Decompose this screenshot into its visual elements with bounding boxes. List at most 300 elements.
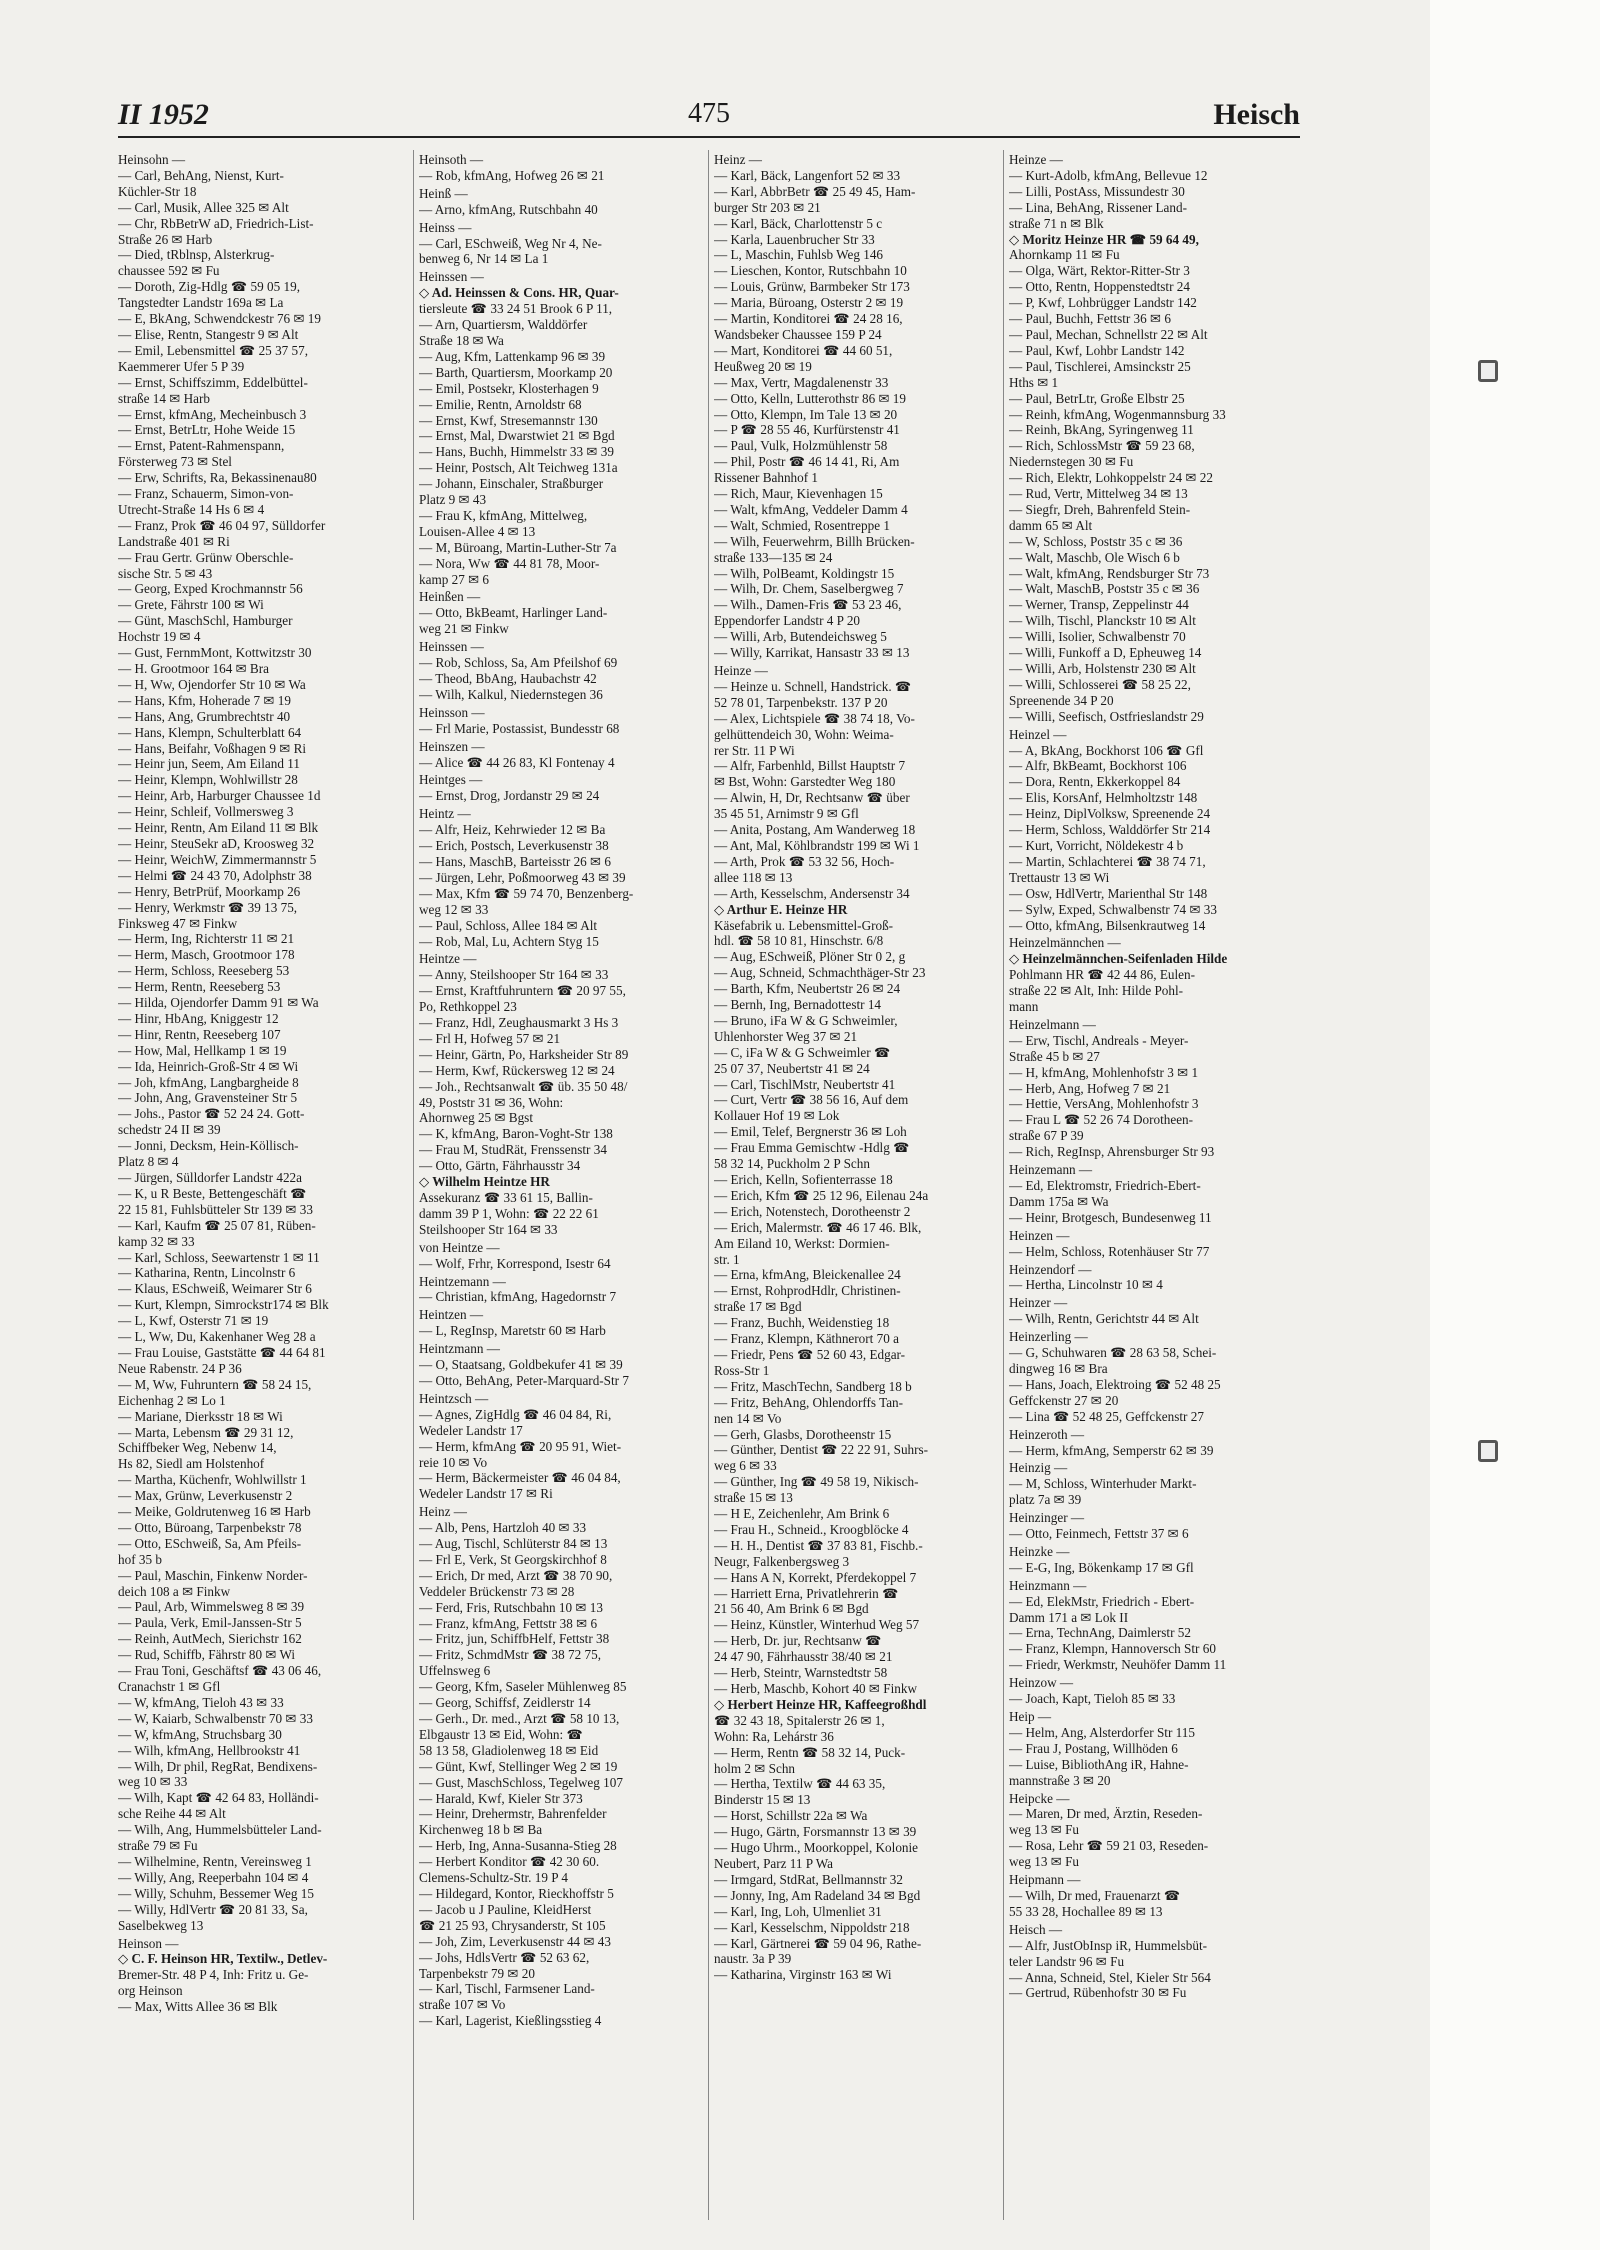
directory-entry: — Willi, Schlosserei ☎ 58 25 22,: [1009, 676, 1191, 692]
directory-entry: chaussee 592 ✉ Fu: [118, 263, 220, 279]
directory-entry: weg 10 ✉ 33: [118, 1774, 188, 1790]
directory-entry: Straße 18 ✉ Wa: [419, 332, 504, 348]
directory-entry: — Günther, Ing ☎ 49 58 19, Nikisch-: [714, 1474, 919, 1490]
directory-entry: Heinzel —: [1009, 726, 1067, 742]
directory-entry: — Irmgard, StdRat, Bellmannstr 32: [714, 1871, 903, 1887]
directory-entry: 24 47 90, Fährhausstr 38/40 ✉ 21: [714, 1649, 893, 1665]
directory-entry: weg 6 ✉ 33: [714, 1458, 777, 1474]
directory-entry: — H, Ww, Ojendorfer Str 10 ✉ Wa: [118, 676, 306, 692]
directory-entry: kamp 27 ✉ 6: [419, 571, 490, 587]
directory-entry: — Heinr, SteuSekr aD, Kroosweg 32: [118, 835, 315, 851]
directory-entry: — Died, tRblnsp, Alsterkrug-: [118, 247, 275, 263]
directory-entry: — Gerh., Dr. med., Arzt ☎ 58 10 13,: [419, 1711, 620, 1726]
directory-entry: Käsefabrik u. Lebensmittel-Groß-: [714, 917, 894, 933]
directory-entry: Landstraße 401 ✉ Ri: [118, 533, 230, 549]
directory-entry: — Carl, BehAng, Nienst, Kurt-: [118, 167, 284, 183]
directory-entry: — H, kfmAng, Mohlenhofstr 3 ✉ 1: [1009, 1064, 1199, 1080]
directory-entry: — Klaus, ESchweiß, Weimarer Str 6: [118, 1281, 312, 1297]
directory-entry: — Franz, Klempn, Hannoversch Str 60: [1009, 1641, 1216, 1657]
directory-entry: von Heintze —: [419, 1239, 500, 1255]
directory-entry: — Jürgen, Lehr, Poßmoorweg 43 ✉ 39: [419, 869, 626, 885]
directory-entry: — Herm, Schloss, Walddörfer Str 214: [1009, 822, 1211, 838]
directory-entry: Heinzmann —: [1009, 1577, 1087, 1593]
directory-entry: — Frau K, kfmAng, Mittelweg,: [419, 507, 588, 523]
directory-entry: — Alfr, JustObInsp iR, Hummelsbüt-: [1009, 1937, 1208, 1953]
directory-entry: — O, Staatsang, Goldbekufer 41 ✉ 39: [419, 1357, 623, 1373]
directory-entry: — Karl, Tischl, Farmsener Land-: [419, 1981, 595, 1997]
page-number: 475: [688, 98, 730, 129]
directory-entry: Geffckenstr 27 ✉ 20: [1009, 1392, 1119, 1408]
directory-entry: — Willy, Ang, Reeperbahn 104 ✉ 4: [118, 1869, 309, 1885]
directory-entry: Heinzelmann —: [1009, 1016, 1096, 1032]
directory-entry: — Wilh, Dr med, Frauenarzt ☎: [1009, 1887, 1181, 1903]
directory-entry: straße 133—135 ✉ 24: [714, 549, 833, 565]
directory-entry: — Henry, BetrPrüf, Moorkamp 26: [118, 883, 301, 899]
directory-entry: — Fritz, BehAng, Ohlendorffs Tan-: [714, 1394, 904, 1410]
directory-entry: straße 14 ✉ Harb: [118, 390, 210, 406]
directory-entry: — Franz, Schauerm, Simon-von-: [118, 486, 294, 502]
directory-entry: Heinß —: [419, 185, 468, 201]
directory-entry: Assekuranz ☎ 33 61 15, Ballin-: [419, 1190, 593, 1205]
directory-entry: Bremer-Str. 48 P 4, Inh: Fritz u. Ge-: [118, 1967, 309, 1983]
directory-entry: — Frau H., Schneid., Kroogblöcke 4: [714, 1521, 909, 1537]
directory-entry: — Willy, HdlVertr ☎ 20 81 33, Sa,: [118, 1901, 308, 1917]
directory-entry: naustr. 3a P 39: [714, 1951, 792, 1967]
directory-entry: — Grete, Fährstr 100 ✉ Wi: [118, 597, 264, 613]
directory-entry: — Rich, Maur, Kievenhagen 15: [714, 486, 883, 502]
directory-entry: ☎ 32 43 18, Spitalerstr 26 ✉ 1,: [714, 1712, 885, 1728]
directory-entry: Heinzerling —: [1009, 1329, 1088, 1345]
directory-entry: benweg 6, Nr 14 ✉ La 1: [419, 251, 549, 267]
directory-entry: — Georg, Schiffsf, Zeidlerstr 14: [419, 1695, 591, 1711]
directory-entry: — Lina, BehAng, Rissener Land-: [1009, 199, 1187, 215]
directory-entry: deich 108 a ✉ Finkw: [118, 1583, 231, 1599]
directory-entry: — Paul, Mechan, Schnellstr 22 ✉ Alt: [1009, 326, 1208, 342]
directory-entry: — Rob, kfmAng, Hofweg 26 ✉ 21: [419, 167, 605, 183]
directory-entry: — Erich, Dr med, Arzt ☎ 38 70 90,: [419, 1567, 613, 1583]
directory-entry: — Gust, FernmMont, Kottwitzstr 30: [118, 645, 312, 661]
directory-entry: — Wilh, PolBeamt, Koldingstr 15: [714, 565, 895, 581]
directory-entry: — Harald, Kwf, Kieler Str 373: [419, 1790, 583, 1806]
directory-entry: Heinzendorf —: [1009, 1261, 1092, 1277]
directory-entry: Heinszen —: [419, 738, 485, 754]
directory-entry: ◇ Wilhelm Heintze HR: [419, 1174, 550, 1190]
directory-entry: — Emilie, Rentn, Arnoldstr 68: [419, 396, 582, 412]
directory-entry: — Günt, MaschSchl, Hamburger: [118, 613, 293, 629]
directory-entry: — Willi, Seefisch, Ostfrieslandstr 29: [1009, 708, 1204, 724]
directory-entry: — Franz, kfmAng, Fettstr 38 ✉ 6: [419, 1615, 598, 1631]
directory-entry: — Christian, kfmAng, Hagedornstr 7: [419, 1289, 617, 1305]
directory-entry: Uffelnsweg 6: [419, 1663, 491, 1679]
directory-entry: — Erna, TechnAng, Daimlerstr 52: [1009, 1625, 1191, 1641]
directory-entry: Tarpenbekstr 79 ✉ 20: [419, 1965, 535, 1981]
directory-entry: — Ernst, Mal, Dwarstwiet 21 ✉ Bgd: [419, 428, 615, 444]
directory-entry: — Carl, Musik, Allee 325 ✉ Alt: [118, 199, 289, 215]
directory-entry: — Walt, kfmAng, Rendsburger Str 73: [1009, 565, 1210, 581]
directory-entry: — Erw, Tischl, Andreals - Meyer-: [1009, 1032, 1189, 1048]
directory-entry: — Hugo, Gärtn, Forsmannstr 13 ✉ 39: [714, 1824, 917, 1840]
directory-entry: — Emil, Telef, Bergnerstr 36 ✉ Loh: [714, 1124, 907, 1140]
directory-entry: — Frl H, Hofweg 57 ✉ 21: [419, 1030, 561, 1046]
directory-entry: 21 56 40, Am Brink 6 ✉ Bgd: [714, 1601, 869, 1617]
directory-entry: — Theod, BbAng, Haubachstr 42: [419, 671, 597, 686]
directory-entry: — Helm, Schloss, Rotenhäuser Str 77: [1009, 1243, 1210, 1259]
directory-entry: — Otto, Klempn, Im Tale 13 ✉ 20: [714, 406, 898, 422]
directory-entry: — W, Schloss, Poststr 35 c ✉ 36: [1009, 533, 1183, 549]
directory-entry: — Hans, MaschB, Barteisstr 26 ✉ 6: [419, 853, 611, 869]
directory-entry: — Ernst, Kraftfuhruntern ☎ 20 97 55,: [419, 983, 626, 999]
directory-entry: — Franz, Hdl, Zeughausmarkt 3 Hs 3: [419, 1015, 619, 1031]
directory-entry: — Henry, Werkmstr ☎ 39 13 75,: [118, 899, 298, 915]
directory-entry: straße 17 ✉ Bgd: [714, 1299, 802, 1315]
directory-entry: — Paul, Vulk, Holzmühlenstr 58: [714, 438, 888, 454]
directory-entry: — Herm, kfmAng ☎ 20 95 91, Wiet-: [419, 1438, 622, 1454]
directory-entry: — Karl, Schloss, Seewartenstr 1 ✉ 11: [118, 1249, 320, 1265]
directory-entry: Ross-Str 1: [714, 1362, 770, 1378]
directory-entry: — Alwin, H, Dr, Rechtsanw ☎ über: [714, 790, 910, 806]
directory-entry: — Otto, BehAng, Peter-Marquard-Str 7: [419, 1372, 629, 1388]
directory-entry: Heinzig —: [1009, 1460, 1068, 1476]
directory-entry: weg 13 ✉ Fu: [1009, 1822, 1080, 1838]
directory-entry: 58 32 14, Puckholm 2 P Schn: [714, 1156, 870, 1172]
directory-entry: — Reinh, BkAng, Syringenweg 11: [1009, 422, 1194, 438]
directory-entry: — Herb, Steintr, Warnstedtstr 58: [714, 1665, 888, 1681]
directory-entry: — Arn, Quartiersm, Walddörfer: [419, 317, 588, 333]
directory-entry: — L, Maschin, Fuhlsb Weg 146: [714, 247, 884, 263]
directory-entry: — Herm, Schloss, Reeseberg 53: [118, 963, 290, 979]
directory-entry: Neugr, Falkenbergsweg 3: [714, 1553, 850, 1569]
directory-entry: holm 2 ✉ Schn: [714, 1760, 796, 1776]
directory-entry: — E-G, Ing, Bökenkamp 17 ✉ Gfl: [1009, 1559, 1194, 1575]
directory-entry: — Fritz, jun, SchiffbHelf, Fettstr 38: [419, 1631, 610, 1647]
directory-entry: 22 15 81, Fuhlsbütteler Str 139 ✉ 33: [118, 1201, 313, 1217]
directory-entry: str. 1: [714, 1251, 740, 1267]
directory-entry: — Rud, Schiffb, Fährstr 80 ✉ Wi: [118, 1647, 296, 1663]
directory-entry: — Arth, Prok ☎ 53 32 56, Hoch-: [714, 853, 895, 869]
directory-entry: — Gertrud, Rübenhofstr 30 ✉ Fu: [1009, 1985, 1187, 2001]
directory-entry: — H. H., Dentist ☎ 37 83 81, Fischb.-: [714, 1537, 923, 1553]
directory-entry: — Martin, Schlachterei ☎ 38 74 71,: [1009, 853, 1206, 869]
directory-entry: Am Eiland 10, Werkst: Dormien-: [714, 1235, 890, 1251]
directory-entry: Eppendorfer Landstr 4 P 20: [714, 613, 861, 629]
directory-entry: — Bernh, Ing, Bernadottestr 14: [714, 997, 882, 1013]
directory-entry: Heintze —: [419, 951, 477, 967]
directory-entry: Veddeler Brückenstr 73 ✉ 28: [419, 1583, 575, 1599]
directory-entry: — Wilh, Ang, Hummelsbütteler Land-: [118, 1822, 322, 1838]
directory-entry: Uhlenhorster Weg 37 ✉ 21: [714, 1028, 858, 1044]
directory-entry: Heinsohn —: [118, 152, 186, 167]
directory-entry: Hochstr 19 ✉ 4: [118, 629, 201, 645]
directory-entry: — Willi, Arb, Butendeichsweg 5: [714, 629, 887, 645]
directory-entry: — Ernst, BetrLtr, Hohe Weide 15: [118, 422, 296, 438]
directory-entry: — Karl, AbbrBetr ☎ 25 49 45, Ham-: [714, 183, 916, 199]
directory-entry: sische Str. 5 ✉ 43: [118, 565, 213, 581]
directory-entry: — P ☎ 28 55 46, Kurfürstenstr 41: [714, 422, 900, 438]
directory-entry: — Fritz, SchmdMstr ☎ 38 72 75,: [419, 1647, 602, 1663]
directory-entry: weg 13 ✉ Fu: [1009, 1854, 1080, 1870]
directory-entry: — Franz, Prok ☎ 46 04 97, Sülldorfer: [118, 517, 326, 533]
directory-entry: Steilshooper Str 164 ✉ 33: [419, 1221, 558, 1237]
directory-entry: ✉ Bst, Wohn: Garstedter Weg 180: [714, 774, 896, 790]
directory-entry: — Siegfr, Dreh, Bahrenfeld Stein-: [1009, 501, 1191, 517]
directory-entry: — Paul, Maschin, Finkenw Norder-: [118, 1567, 308, 1583]
directory-entry: Heinzinger —: [1009, 1510, 1085, 1526]
directory-entry: — M, Büroang, Martin-Luther-Str 7a: [419, 539, 617, 555]
directory-entry: — Erw, Schrifts, Ra, Bekassinenau80: [118, 470, 317, 486]
directory-entry: — Max, Witts Allee 36 ✉ Blk: [118, 1999, 278, 2015]
directory-entry: — Meike, Goldrutenweg 16 ✉ Harb: [118, 1504, 311, 1520]
directory-entry: — Hertha, Lincolnstr 10 ✉ 4: [1009, 1277, 1163, 1293]
directory-entry: — Franz, Buchh, Weidenstieg 18: [714, 1315, 890, 1331]
directory-entry: Wedeler Landstr 17: [419, 1422, 523, 1438]
directory-entry: — Elis, KorsAnf, Helmholtzstr 148: [1009, 790, 1198, 806]
directory-entry: — Johs., Pastor ☎ 52 24 24. Gott-: [118, 1106, 305, 1122]
directory-entry: — H. Grootmoor 164 ✉ Bra: [118, 661, 269, 676]
directory-entry: Pohlmann HR ☎ 42 44 86, Eulen-: [1009, 967, 1196, 983]
directory-columns: [118, 150, 1300, 2220]
directory-entry: — Erna, kfmAng, Bleickenallee 24: [714, 1267, 901, 1283]
directory-entry: — Hettie, VersAng, Mohlenhofstr 3: [1009, 1096, 1199, 1112]
directory-entry: tiersleute ☎ 33 24 51 Brook 6 P 11,: [419, 301, 613, 317]
directory-entry: — Heinz, Künstler, Winterhud Weg 57: [714, 1617, 920, 1633]
directory-entry: Kollauer Hof 19 ✉ Lok: [714, 1108, 840, 1124]
directory-entry: — Jürgen, Sülldorfer Landstr 422a: [118, 1170, 302, 1185]
directory-entry: Damm 175a ✉ Wa: [1009, 1193, 1109, 1209]
directory-entry: — Katharina, Rentn, Lincolnstr 6: [118, 1265, 296, 1281]
directory-entry: — Willi, Funkoff a D, Epheuweg 14: [1009, 645, 1202, 661]
directory-entry: 52 78 01, Tarpenbekstr. 137 P 20: [714, 694, 888, 710]
directory-entry: — M, Ww, Fuhruntern ☎ 58 24 15,: [118, 1376, 312, 1392]
directory-entry: — Wilh, Rentn, Gerichtstr 44 ✉ Alt: [1009, 1311, 1199, 1327]
directory-entry: — Wilh, Kalkul, Niedernstegen 36: [419, 686, 603, 702]
directory-entry: Hs 82, Siedl am Holstenhof: [118, 1456, 265, 1472]
directory-entry: — Wilh, Feuerwehrm, Billh Brücken-: [714, 533, 915, 549]
directory-entry: — Wilh, Tischl, Planckstr 10 ✉ Alt: [1009, 613, 1196, 629]
directory-entry: Louisen-Allee 4 ✉ 13: [419, 523, 536, 539]
directory-entry: — Herb, Ing, Anna-Susanna-Stieg 28: [419, 1838, 617, 1854]
volume-year: II 1952: [118, 98, 209, 131]
directory-entry: Wandsbeker Chaussee 159 P 24: [714, 326, 882, 342]
directory-entry: Heinsson —: [419, 704, 485, 720]
directory-entry: — Anny, Steilshooper Str 164 ✉ 33: [419, 967, 609, 983]
directory-entry: Neue Rabenstr. 24 P 36: [118, 1360, 242, 1376]
directory-entry: Heinze —: [1009, 152, 1063, 167]
directory-entry: — Erich, Malermstr. ☎ 46 17 46. Blk,: [714, 1219, 922, 1235]
directory-entry: — Joach, Kapt, Tieloh 85 ✉ 33: [1009, 1691, 1176, 1707]
directory-entry: — Kurt-Adolb, kfmAng, Bellevue 12: [1009, 167, 1208, 183]
directory-entry: — Otto, Büroang, Tarpenbekstr 78: [118, 1519, 302, 1535]
directory-entry: ◇ Heinzelmännchen-Seifenladen Hilde: [1009, 951, 1228, 967]
directory-entry: Utrecht-Straße 14 Hs 6 ✉ 4: [118, 501, 265, 517]
directory-entry: — Alfr, Heiz, Kehrwieder 12 ✉ Ba: [419, 822, 606, 838]
directory-entry: damm 39 P 1, Wohn: ☎ 22 22 61: [419, 1205, 599, 1221]
directory-entry: — Hilda, Ojendorfer Damm 91 ✉ Wa: [118, 995, 319, 1011]
directory-entry: — Walt, kfmAng, Veddeler Damm 4: [714, 501, 908, 517]
directory-entry: — Herm, Masch, Grootmoor 178: [118, 947, 295, 963]
directory-entry: — Martin, Konditorei ☎ 24 28 16,: [714, 311, 903, 327]
directory-entry: — Wolf, Frhr, Korrespond, Isestr 64: [419, 1255, 611, 1271]
directory-entry: — Hans, Beifahr, Voßhagen 9 ✉ Ri: [118, 740, 307, 756]
directory-entry: — Günther, Dentist ☎ 22 22 91, Suhrs-: [714, 1442, 929, 1458]
directory-entry: — Heinr, Rentn, Am Eiland 11 ✉ Blk: [118, 820, 319, 836]
directory-entry: — Hildegard, Kontor, Rieckhoffstr 5: [419, 1885, 614, 1901]
directory-entry: — Hertha, Textilw ☎ 44 63 35,: [714, 1776, 886, 1792]
directory-entry: — H E, Zeichenlehr, Am Brink 6: [714, 1506, 890, 1522]
directory-entry: — Rud, Vertr, Mittelweg 34 ✉ 13: [1009, 486, 1188, 502]
directory-entry: Eichenhag 2 ✉ Lo 1: [118, 1392, 226, 1408]
directory-entry: — L, Kwf, Osterstr 71 ✉ 19: [118, 1313, 269, 1329]
directory-entry: — Lieschen, Kontor, Rutschbahn 10: [714, 263, 907, 279]
directory-entry: straße 15 ✉ 13: [714, 1490, 793, 1506]
directory-entry: — Otto, Kelln, Lutterothstr 86 ✉ 19: [714, 390, 906, 406]
directory-entry: reie 10 ✉ Vo: [419, 1454, 488, 1470]
directory-entry: — Franz, Klempn, Käthnerort 70 a: [714, 1331, 899, 1347]
directory-entry: — Katharina, Virginstr 163 ✉ Wi: [714, 1967, 892, 1983]
directory-entry: ◇ Moritz Heinze HR ☎ 59 64 49,: [1009, 231, 1199, 247]
directory-entry: — Hans, Ang, Grumbrechtstr 40: [118, 708, 291, 724]
directory-entry: — Otto, BkBeamt, Harlinger Land-: [419, 605, 608, 621]
directory-entry: Küchler-Str 18: [118, 183, 197, 199]
directory-entry: allee 118 ✉ 13: [714, 869, 793, 885]
directory-entry: — Jacob u J Pauline, KleidHerst: [419, 1901, 592, 1917]
directory-entry: Heintzmann —: [419, 1341, 500, 1357]
directory-entry: damm 65 ✉ Alt: [1009, 517, 1093, 533]
directory-entry: — Heinze u. Schnell, Handstrick. ☎: [714, 678, 912, 694]
directory-entry: — Carl, TischlMstr, Neubertstr 41: [714, 1076, 896, 1092]
column-2: [413, 150, 708, 2220]
running-head: Heisch: [1213, 98, 1300, 131]
directory-entry: — Herb, Dr. jur, Rechtsanw ☎: [714, 1633, 882, 1649]
directory-entry: burger Str 203 ✉ 21: [714, 199, 821, 215]
directory-entry: — Friedr, Werkmstr, Neuhöfer Damm 11: [1009, 1657, 1227, 1673]
directory-entry: — A, BkAng, Bockhorst 106 ☎ Gfl: [1009, 742, 1204, 758]
directory-entry: — Reinh, kfmAng, Wogenmannsburg 33: [1009, 406, 1226, 422]
directory-entry: — Reinh, AutMech, Sierichstr 162: [118, 1631, 302, 1647]
directory-entry: — Carl, ESchweiß, Weg Nr 4, Ne-: [419, 235, 602, 251]
page-header: [118, 92, 1300, 138]
directory-entry: — Helmi ☎ 24 43 70, Adolphstr 38: [118, 867, 312, 883]
directory-entry: — M, Schloss, Winterhuder Markt-: [1009, 1476, 1197, 1492]
directory-entry: — Olga, Wärt, Rektor-Ritter-Str 3: [1009, 263, 1190, 279]
directory-entry: straße 22 ✉ Alt, Inh: Hilde Pohl-: [1009, 983, 1184, 999]
directory-entry: rer Str. 11 P Wi: [714, 742, 795, 758]
directory-entry: — Willi, Arb, Holstenstr 230 ✉ Alt: [1009, 661, 1196, 676]
directory-entry: — Otto, ESchweiß, Sa, Am Pfeils-: [118, 1535, 302, 1551]
directory-entry: Spreenende 34 P 20: [1009, 692, 1114, 708]
directory-entry: — Gerh, Glasbs, Dorotheenstr 15: [714, 1426, 892, 1442]
column-4: [1003, 150, 1298, 2220]
directory-entry: — Karl, Bäck, Charlottenstr 5 c: [714, 215, 883, 231]
directory-entry: — Erich, Notenstech, Dorotheenstr 2: [714, 1203, 911, 1219]
directory-entry: — Rich, Elektr, Lohkoppelstr 24 ✉ 22: [1009, 470, 1213, 486]
directory-entry: — Elise, Rentn, Stangestr 9 ✉ Alt: [118, 326, 299, 342]
directory-entry: — Aug, Kfm, Lattenkamp 96 ✉ 39: [419, 348, 606, 364]
directory-entry: Cranachstr 1 ✉ Gfl: [118, 1679, 221, 1694]
directory-entry: — Hans A N, Korrekt, Pferdekoppel 7: [714, 1569, 917, 1585]
directory-entry: — Doroth, Zig-Hdlg ☎ 59 05 19,: [118, 279, 300, 295]
directory-entry: Heip —: [1009, 1709, 1052, 1724]
directory-entry: — Alice ☎ 44 26 83, Kl Fontenay 4: [419, 754, 615, 770]
directory-entry: — Joh, Zim, Leverkusenstr 44 ✉ 43: [419, 1933, 611, 1949]
directory-entry: weg 21 ✉ Finkw: [419, 621, 509, 637]
directory-entry: Platz 9 ✉ 43: [419, 492, 487, 508]
directory-entry: — Bruno, iFa W & G Schweimler,: [714, 1012, 898, 1028]
directory-entry: — Ernst, kfmAng, Mecheinbusch 3: [118, 406, 307, 422]
directory-entry: — Erich, Postsch, Leverkusenstr 38: [419, 838, 609, 854]
directory-entry: dingweg 16 ✉ Bra: [1009, 1360, 1108, 1376]
directory-entry: Ahornweg 25 ✉ Bgst: [419, 1110, 533, 1126]
directory-entry: — Anna, Schneid, Stel, Kieler Str 564: [1009, 1969, 1211, 1985]
directory-entry: ☎ 21 25 93, Chrysanderstr, St 105: [419, 1917, 606, 1933]
directory-entry: — Alfr, Farbenhld, Billst Hauptstr 7: [714, 758, 906, 774]
directory-entry: — Herm, Ing, Richterstr 11 ✉ 21: [118, 931, 295, 947]
directory-entry: — Günt, Kwf, Stellinger Weg 2 ✉ 19: [419, 1758, 618, 1774]
directory-entry: — Frl Marie, Postassist, Bundesstr 68: [419, 720, 620, 736]
directory-entry: — W, Kaiarb, Schwalbenstr 70 ✉ 33: [118, 1710, 313, 1726]
directory-entry: — Rob, Schloss, Sa, Am Pfeilshof 69: [419, 655, 618, 671]
directory-entry: — Wilhelmine, Rentn, Vereinsweg 1: [118, 1853, 312, 1869]
directory-entry: — Otto, Gärtn, Fährhausstr 34: [419, 1158, 581, 1174]
directory-entry: — Werner, Transp, Zeppelinstr 44: [1009, 597, 1189, 613]
directory-entry: — Friedr, Pens ☎ 52 60 43, Edgar-: [714, 1346, 906, 1362]
directory-entry: hof 35 b: [118, 1551, 162, 1567]
directory-entry: — Lina ☎ 52 48 25, Geffckenstr 27: [1009, 1408, 1204, 1424]
directory-entry: — Ernst, Drog, Jordanstr 29 ✉ 24: [419, 788, 600, 804]
directory-entry: Heinz —: [714, 152, 762, 167]
directory-entry: — Heinr, Drehermstr, Bahrenfelder: [419, 1806, 607, 1822]
directory-entry: — Alb, Pens, Hartzloh 40 ✉ 33: [419, 1520, 587, 1536]
directory-entry: — Hinr, Rentn, Reeseberg 107: [118, 1026, 281, 1042]
directory-entry: org Heinson: [118, 1983, 183, 1999]
directory-entry: mann: [1009, 999, 1039, 1015]
directory-entry: ◇ Ad. Heinssen & Cons. HR, Quar-: [419, 285, 619, 301]
directory-entry: — Ed, ElekMstr, Friedrich - Ebert-: [1009, 1593, 1195, 1609]
directory-entry: — Ernst, Kwf, Stresemannstr 130: [419, 412, 598, 428]
directory-entry: — Anita, Postang, Am Wanderweg 18: [714, 822, 916, 838]
directory-entry: — Karl, Gärtnerei ☎ 59 04 96, Rathe-: [714, 1935, 922, 1951]
directory-entry: — Ida, Heinrich-Groß-Str 4 ✉ Wi: [118, 1058, 299, 1074]
directory-entry: — Otto, kfmAng, Bilsenkrautweg 14: [1009, 917, 1206, 933]
directory-entry: Straße 26 ✉ Harb: [118, 231, 213, 247]
directory-entry: — Frau Emma Gemischtw -Hdlg ☎: [714, 1140, 910, 1156]
directory-entry: Heintzsch —: [419, 1390, 489, 1406]
directory-entry: — Walt, Schmied, Rosentreppe 1: [714, 517, 890, 533]
directory-entry: Heinzen —: [1009, 1227, 1070, 1243]
directory-entry: Heinz —: [419, 1504, 467, 1520]
directory-entry: nen 14 ✉ Vo: [714, 1410, 782, 1426]
directory-entry: — Emil, Lebensmittel ☎ 25 37 57,: [118, 342, 309, 358]
directory-entry: — Sylw, Exped, Schwalbenstr 74 ✉ 33: [1009, 901, 1217, 917]
directory-entry: — Ed, Elektromstr, Friedrich-Ebert-: [1009, 1178, 1201, 1193]
directory-entry: straße 71 n ✉ Blk: [1009, 215, 1104, 231]
directory-entry: — Wilh, Kapt ☎ 42 64 83, Holländi-: [118, 1790, 319, 1806]
directory-entry: — Karl, Kaufm ☎ 25 07 81, Rüben-: [118, 1217, 316, 1233]
directory-entry: weg 12 ✉ 33: [419, 901, 489, 917]
directory-entry: — Aug, Schneid, Schmachthäger-Str 23: [714, 965, 926, 981]
directory-entry: — Otto, Rentn, Hoppenstedtstr 24: [1009, 279, 1190, 295]
directory-entry: — Herb, Maschb, Kohort 40 ✉ Finkw: [714, 1681, 917, 1696]
directory-entry: — Fritz, MaschTechn, Sandberg 18 b: [714, 1378, 912, 1394]
directory-entry: — Curt, Vertr ☎ 38 56 16, Auf dem: [714, 1092, 909, 1108]
directory-entry: — Heinr, Arb, Harburger Chaussee 1d: [118, 788, 321, 804]
directory-entry: — Georg, Exped Krochmannstr 56: [118, 581, 303, 597]
directory-entry: — Hugo Uhrm., Moorkoppel, Kolonie: [714, 1840, 919, 1856]
directory-entry: — Helm, Ang, Alsterdorfer Str 115: [1009, 1724, 1195, 1740]
directory-entry: — Chr, RbBetrW aD, Friedrich-List-: [118, 215, 314, 231]
directory-entry: — Arth, Kesselschm, Andersenstr 34: [714, 885, 910, 901]
directory-entry: — Emil, Postsekr, Klosterhagen 9: [419, 380, 599, 396]
directory-entry: — Martha, Küchenfr, Wohlwillstr 1: [118, 1472, 307, 1488]
